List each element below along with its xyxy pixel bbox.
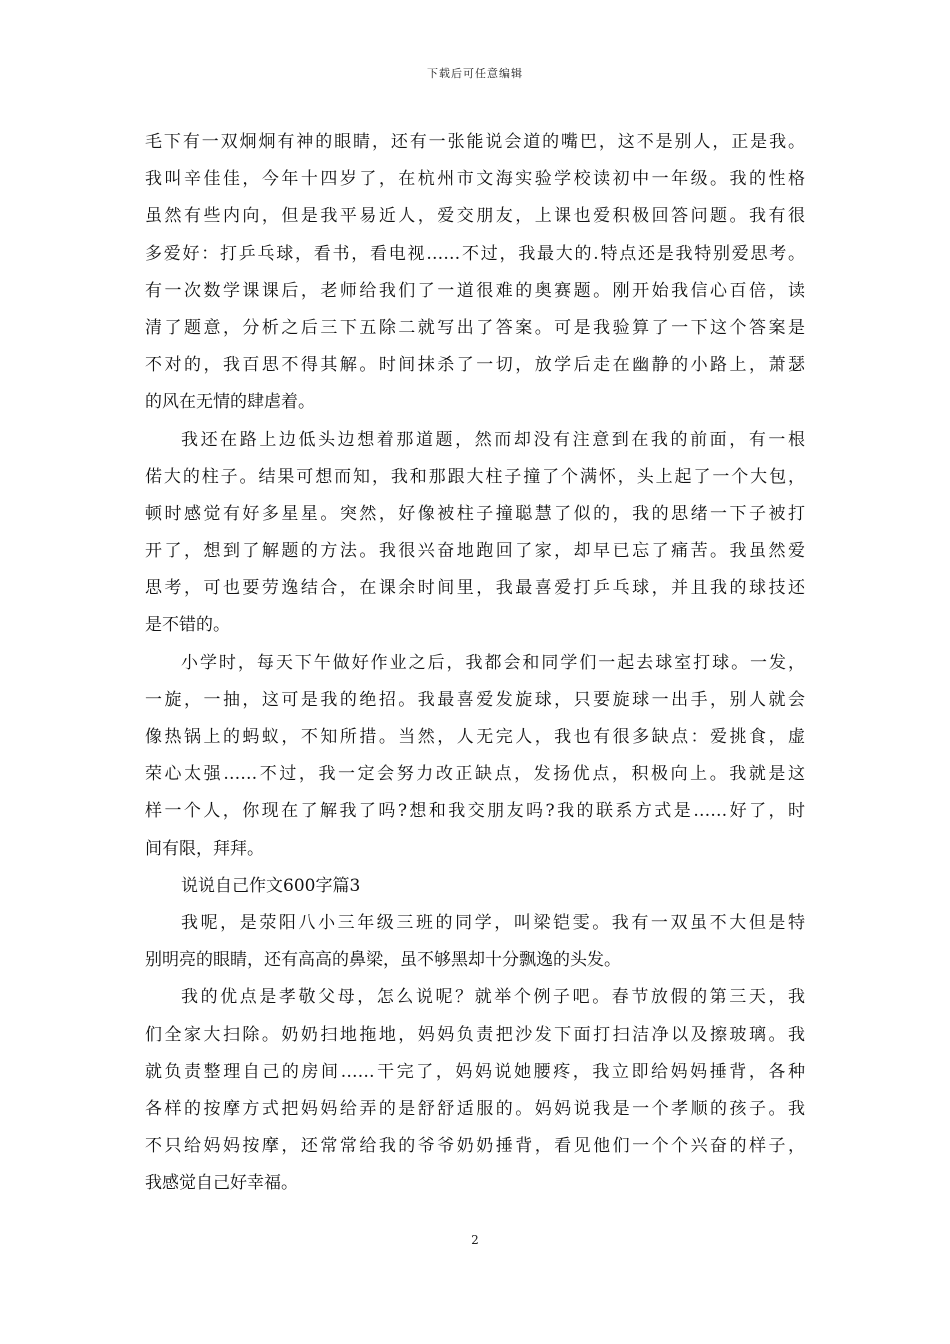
text-line: 是不错的。	[145, 615, 230, 636]
text-line: 有一次数学课课后，老师给我们了一道很难的奥赛题。刚开始我信心百倍，读	[145, 280, 805, 301]
text-line: 清了题意，分析之后三下五除二就写出了答案。可是我验算了一下这个答案是	[145, 317, 805, 338]
text-line: 不只给妈妈按摩，还常常给我的爷爷奶奶捶背，看见他们一个个兴奋的样子，	[145, 1136, 805, 1157]
text-line: 一旋，一抽，这可是我的绝招。我最喜爱发旋球，只要旋球一出手，别人就会	[145, 689, 805, 710]
paragraph-first-line: 我呢，是荥阳八小三年级三班的同学，叫梁铠雯。我有一双虽不大但是特	[181, 912, 805, 933]
text-line: 各样的按摩方式把妈妈给弄的是舒舒适服的。妈妈说我是一个孝顺的孩子。我	[145, 1098, 805, 1119]
text-line: 开了，想到了解题的方法。我很兴奋地跑回了家，却早已忘了痛苦。我虽然爱	[145, 541, 805, 562]
text-line: 间有限，拜拜。	[145, 838, 264, 859]
text-line: 我感觉自己好幸福。	[145, 1173, 298, 1194]
text-line: 顿时感觉有好多星星。突然，好像被柱子撞聪慧了似的，我的思绪一下子被打	[145, 503, 805, 524]
text-line: 思考，可也要劳逸结合，在课余时间里，我最喜爱打乒乓球，并且我的球技还	[145, 578, 805, 599]
text-line: 毛下有一双炯炯有神的眼睛，还有一张能说会道的嘴巴，这不是别人，正是我。	[145, 132, 805, 152]
text-line: 不对的，我百思不得其解。时间抹杀了一切，放学后走在幽静的小路上，萧瑟	[145, 355, 805, 376]
text-line: 们全家大扫除。奶奶扫地拖地，妈妈负责把沙发下面打扫洁净以及擦玻璃。我	[145, 1024, 805, 1045]
text-line: 像热锅上的蚂蚁，不知所措。当然，人无完人，我也有很多缺点：爱挑食，虚	[145, 727, 805, 747]
paragraph-first-line: 我的优点是孝敬父母，怎么说呢？就举个例子吧。春节放假的第三天，我	[181, 987, 805, 1008]
page-number: 2	[471, 1233, 479, 1247]
paragraph-first-line: 小学时，每天下午做好作业之后，我都会和同学们一起去球室打球。一发，	[181, 652, 805, 673]
page-header: 下载后可任意编辑	[427, 67, 523, 80]
paragraph-first-line: 我还在路上边低头边想着那道题，然而却没有注意到在我的前面，有一根	[181, 429, 805, 450]
text-line: 就负责整理自己的房间……干完了，妈妈说她腰疼，我立即给妈妈捶背，各种	[145, 1061, 805, 1082]
text-line: 偌大的柱子。结果可想而知，我和那跟大柱子撞了个满怀，头上起了一个大包，	[145, 466, 805, 487]
text-line: 的风在无情的肆虐着。	[145, 392, 315, 413]
text-line: 荣心太强……不过，我一定会努力改正缺点，发扬优点，积极向上。我就是这	[145, 764, 805, 785]
section-heading: 说说自己作文600字篇3	[181, 875, 361, 896]
document-body	[145, 124, 805, 1202]
text-line: 多爱好：打乒乓球，看书，看电视……不过，我最大的.特点还是我特别爱思考。	[145, 243, 805, 264]
text-line: 样一个人，你现在了解我了吗?想和我交朋友吗?我的联系方式是……好了，时	[145, 801, 805, 822]
text-line: 我叫辛佳佳，今年十四岁了，在杭州市文海实验学校读初中一年级。我的性格	[145, 169, 805, 190]
text-line: 别明亮的眼睛，还有高高的鼻梁，虽不够黑却十分飘逸的头发。	[145, 950, 621, 971]
text-line: 虽然有些内向，但是我平易近人，爱交朋友，上课也爱积极回答问题。我有很	[145, 206, 805, 227]
